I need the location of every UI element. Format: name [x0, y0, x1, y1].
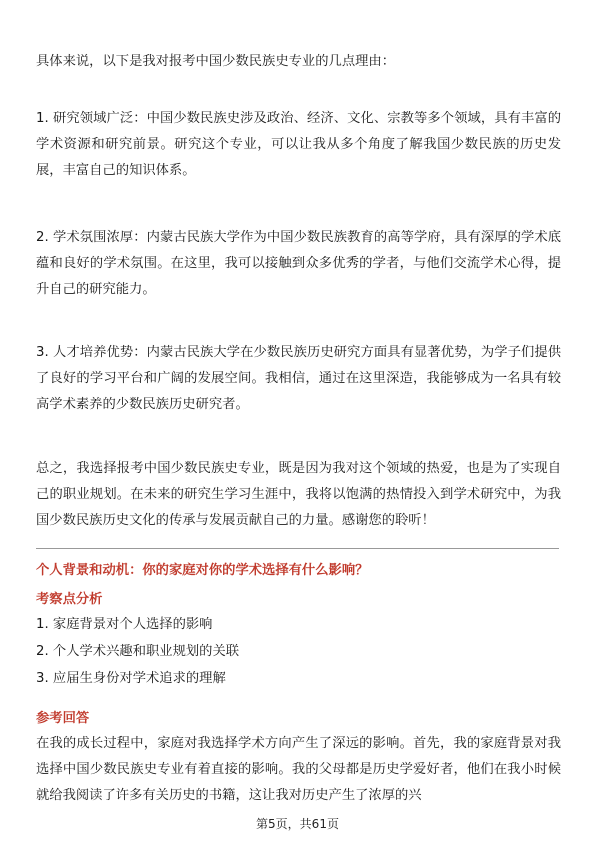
reason-paragraph-1: 1. 研究领域广泛：中国少数民族史涉及政治、经济、文化、宗教等多个领域，具有丰富的学术资源和研究前景。研究这个专业，可以让我从多个角度了解我国少数民族的历史发展，丰富自己的知识体系。 — [36, 111, 561, 178]
reason-paragraph-3: 3. 人才培养优势：内蒙古民族大学在少数民族历史研究方面具有显著优势，为学子们提供了良好的学习平台和广阔的发展空间。我相信，通过在这里深造，我能够成为一名具有较高学术素养的少数民族历史研究者。 — [36, 345, 561, 412]
answer-heading: 参考回答 — [36, 711, 90, 726]
analysis-item-1: 1. 家庭背景对个人选择的影响 — [36, 617, 213, 632]
analysis-item-3: 3. 应届生身份对学术追求的理解 — [36, 671, 226, 686]
conclusion-paragraph: 总之，我选择报考中国少数民族史专业，既是因为我对这个领域的热爱，也是为了实现自己的职业规划。在未来的研究生学习生涯中，我将以饱满的热情投入到学术研究中，为我国少数民族历史文化的传承与发展贡献自己的力量。感谢您的聆听！ — [36, 461, 561, 528]
intro-paragraph: 具体来说，以下是我对报考中国少数民族史专业的几点理由： — [36, 54, 396, 69]
section-divider — [36, 548, 559, 549]
analysis-list — [36, 611, 561, 692]
reason-paragraph-2: 2. 学术氛围浓厚：内蒙古民族大学作为中国少数民族教育的高等学府，具有深厚的学术底蕴和良好的学术氛围。在这里，我可以接触到众多优秀的学者，与他们交流学术心得，提升自己的研究能力。 — [36, 230, 561, 297]
page-number: 第5页，共61页 — [256, 817, 339, 831]
analysis-item-2: 2. 个人学术兴趣和职业规划的关联 — [36, 644, 240, 659]
answer-paragraph: 在我的成长过程中，家庭对我选择学术方向产生了深远的影响。首先，我的家庭背景对我选择中国少数民族史专业有着直接的影响。我的父母都是历史学爱好者，他们在我小时候就给我阅读了许多有关历史的书籍，这让我对历史产生了浓厚的兴 — [36, 736, 561, 803]
analysis-heading: 考察点分析 — [36, 592, 103, 607]
question-heading: 个人背景和动机：你的家庭对你的学术选择有什么影响？ — [36, 563, 369, 578]
